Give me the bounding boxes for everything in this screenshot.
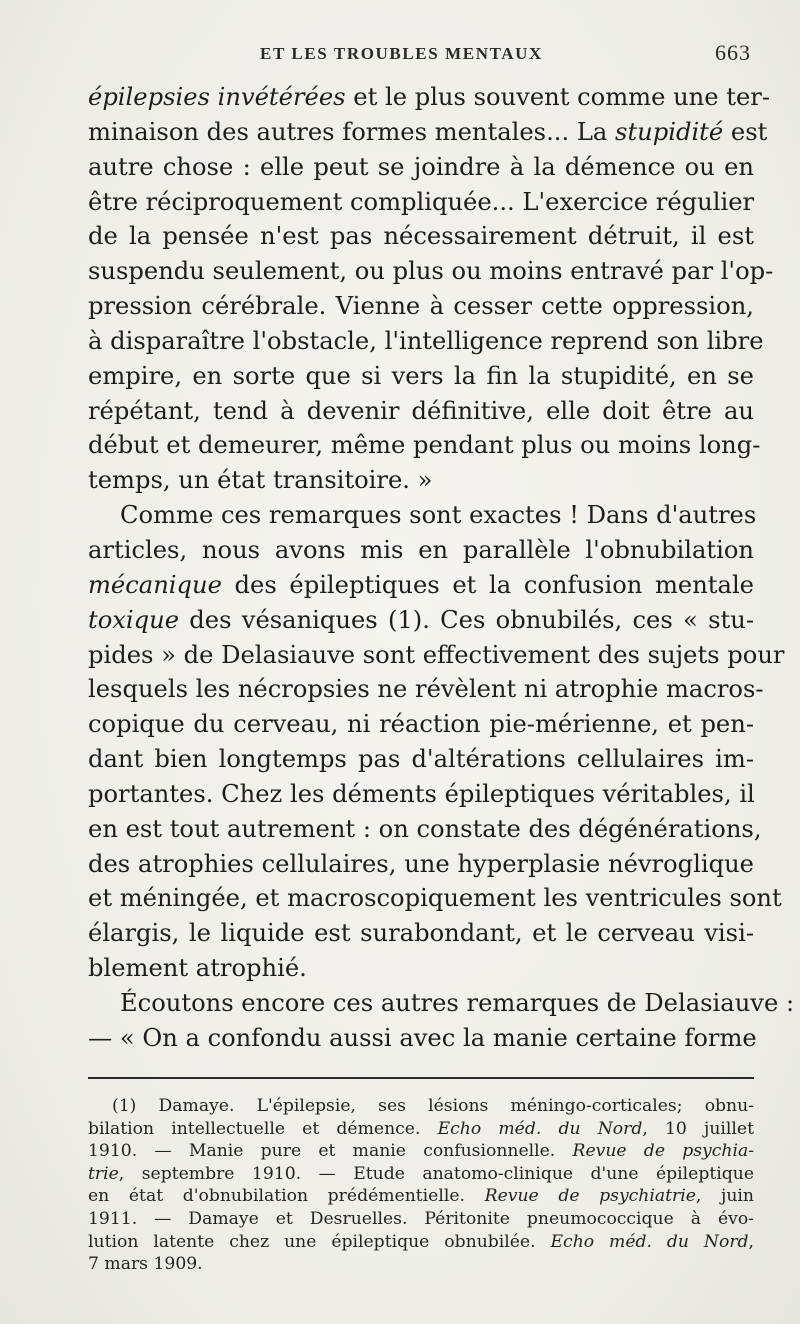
text-line: répétant, tend à devenir définitive, elle doit être au [88,396,754,425]
text-line: Écoutons encore ces autres remarques de Delasiauve : [120,988,795,1017]
footnote-line: 1910. — Manie pure et manie confusionnelle. Revue de psychia- [88,1141,754,1162]
page-header [88,40,753,70]
text-line: des atrophies cellulaires, une hyperplasie névroglique [88,849,754,878]
text-line: épilepsies invétérées et le plus souvent comme une ter- [88,83,771,111]
footnote-line: bilation intellectuelle et démence. Echo méd. du Nord, 10 juillet [88,1118,755,1139]
footnote-line: (1) Damaye. L'épilepsie, ses lésions méningo-corticales; obnu- [112,1096,754,1116]
page-number: 663 [715,40,751,65]
text-line: et méningée, et macroscopiquement les ventricules sont [88,884,782,913]
footnote-line: 1911. — Damaye et Desruelles. Péritonite pneumococcique à évo- [88,1208,754,1229]
text-line: articles, nous avons mis en parallèle l'obnubilation [88,535,754,564]
footnote-line: en état d'obnubilation prédémentielle. Revue de psychiatrie, juin [88,1186,754,1207]
text-line: suspendu seulement, ou plus ou moins entravé par l'op- [88,257,774,286]
text-line: Comme ces remarques sont exactes ! Dans d'autres [120,501,757,530]
text-line: blement atrophié. [88,954,307,983]
footnote-line: lution latente chez une épileptique obnubilée. Echo méd. du Nord, [88,1231,755,1252]
main-text [88,80,795,1056]
text-line: élargis, le liquide est surabondant, et le cerveau visi- [88,919,754,948]
text-line: pides » de Delasiauve sont effectivement des sujets pour [88,640,785,669]
footnote-line: 7 mars 1909. [88,1254,203,1275]
text-line: portantes. Chez les déments épileptiques véritables, il [88,779,755,808]
text-line: début et demeurer, même pendant plus ou moins long- [88,431,761,460]
text-line: empire, en sorte que si vers la fin la stupidité, en se [88,361,754,390]
text-line: à disparaître l'obstacle, l'intelligence reprend son libre [88,326,764,355]
text-line: pression cérébrale. Vienne à cesser cette oppression, [88,292,754,321]
text-line: — « On a confondu aussi avec la manie certaine forme [88,1023,757,1052]
text-line: autre chose : elle peut se joindre à la démence ou en [88,152,754,181]
footnote-rule [88,1077,754,1079]
footnote-line: trie, septembre 1910. — Etude anatomo-clinique d'une épileptique [88,1163,754,1184]
text-line: toxique des vésaniques (1). Ces obnubilés, ces « stu- [88,605,754,634]
text-line: minaison des autres formes mentales... La stupidité est [88,117,768,146]
running-head: ET LES TROUBLES MENTAUX [260,44,543,63]
text-line: de la pensée n'est pas nécessairement détruit, il est [88,222,754,251]
text-line: en est tout autrement : on constate des dégénérations, [88,814,762,843]
text-line: copique du cerveau, ni réaction pie-mérienne, et pen- [88,710,754,739]
text-line: temps, un état transitoire. » [88,466,433,495]
text-line: lesquels les nécropsies ne révèlent ni atrophie macros- [88,675,764,704]
text-line: être réciproquement compliquée... L'exercice régulier [88,187,755,216]
text-line: mécanique des épileptiques et la confusion mentale [88,570,754,599]
text-line: dant bien longtemps pas d'altérations cellulaires im- [88,745,754,774]
footnote [88,1095,754,1276]
